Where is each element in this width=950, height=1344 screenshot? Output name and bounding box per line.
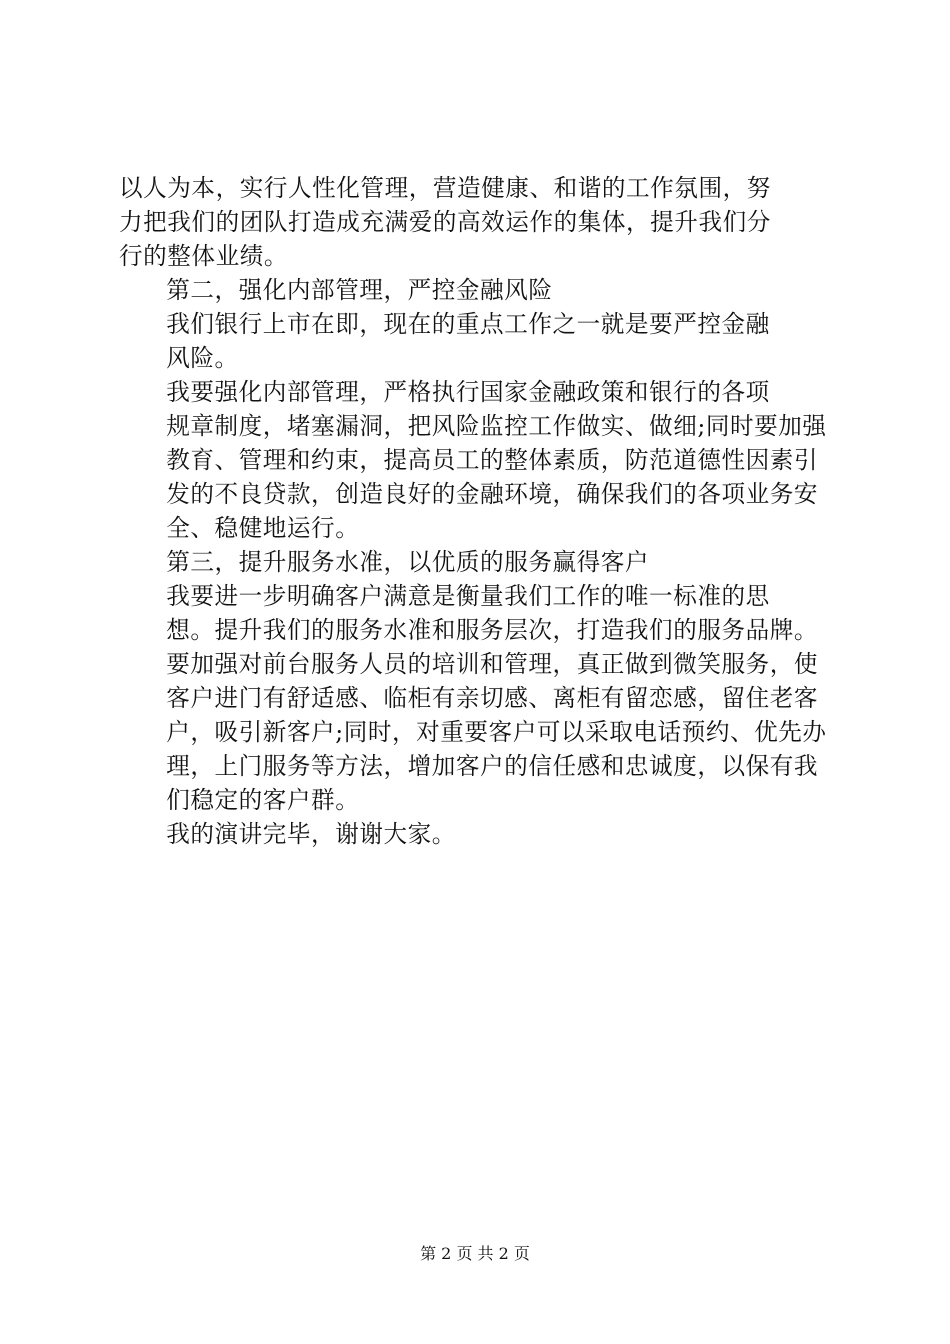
text-line: 第三，提升服务水准，以优质的服务赢得客户 bbox=[166, 548, 650, 576]
text-line: 教育、管理和约束，提高员工的整体素质，防范道德性因素引 bbox=[166, 446, 819, 474]
page-footer bbox=[0, 1243, 950, 1265]
text-line: 要加强对前台服务人员的培训和管理，真正做到微笑服务，使 bbox=[166, 650, 819, 678]
document-body bbox=[119, 171, 831, 851]
text-line: 我们银行上市在即，现在的重点工作之一就是要严控金融 bbox=[166, 310, 770, 338]
paragraph-4 bbox=[119, 579, 831, 817]
text-line: 风险。 bbox=[166, 344, 239, 372]
text-line: 第二，强化内部管理，严控金融风险 bbox=[166, 276, 553, 304]
text-line: 以人为本，实行人性化管理，营造健康、和谐的工作氛围，努 bbox=[119, 174, 771, 202]
text-line: 理，上门服务等方法，增加客户的信任感和忠诚度，以保有我 bbox=[166, 752, 819, 780]
closing-paragraph bbox=[119, 817, 831, 851]
text-line: 我要强化内部管理，严格执行国家金融政策和银行的各项 bbox=[166, 378, 770, 406]
text-line: 们稳定的客户群。 bbox=[166, 786, 360, 814]
text-line: 发的不良贷款，创造良好的金融环境，确保我们的各项业务安 bbox=[166, 480, 819, 508]
text-line: 我要进一步明确客户满意是衡量我们工作的唯一标准的思 bbox=[166, 582, 770, 610]
text-line: 全、稳健地运行。 bbox=[166, 514, 360, 542]
paragraph-2 bbox=[119, 307, 831, 375]
paragraph-1 bbox=[119, 171, 831, 273]
text-line: 户，吸引新客户;同时，对重要客户可以采取电话预约、优先办 bbox=[166, 718, 827, 746]
section-heading-3 bbox=[119, 545, 831, 579]
section-heading-2 bbox=[119, 273, 831, 307]
text-line: 力把我们的团队打造成充满爱的高效运作的集体，提升我们分 bbox=[119, 208, 771, 236]
text-line: 客户进门有舒适感、临柜有亲切感、离柜有留恋感，留住老客 bbox=[166, 684, 819, 712]
text-line: 规章制度，堵塞漏洞，把风险监控工作做实、做细;同时要加强 bbox=[166, 412, 827, 440]
page-number-label: 第 2 页 共 2 页 bbox=[420, 1244, 530, 1263]
text-line: 行的整体业绩。 bbox=[119, 242, 289, 270]
paragraph-3 bbox=[119, 375, 831, 545]
text-line: 想。提升我们的服务水准和服务层次，打造我们的服务品牌。 bbox=[166, 616, 819, 644]
text-line: 我的演讲完毕，谢谢大家。 bbox=[166, 820, 456, 848]
